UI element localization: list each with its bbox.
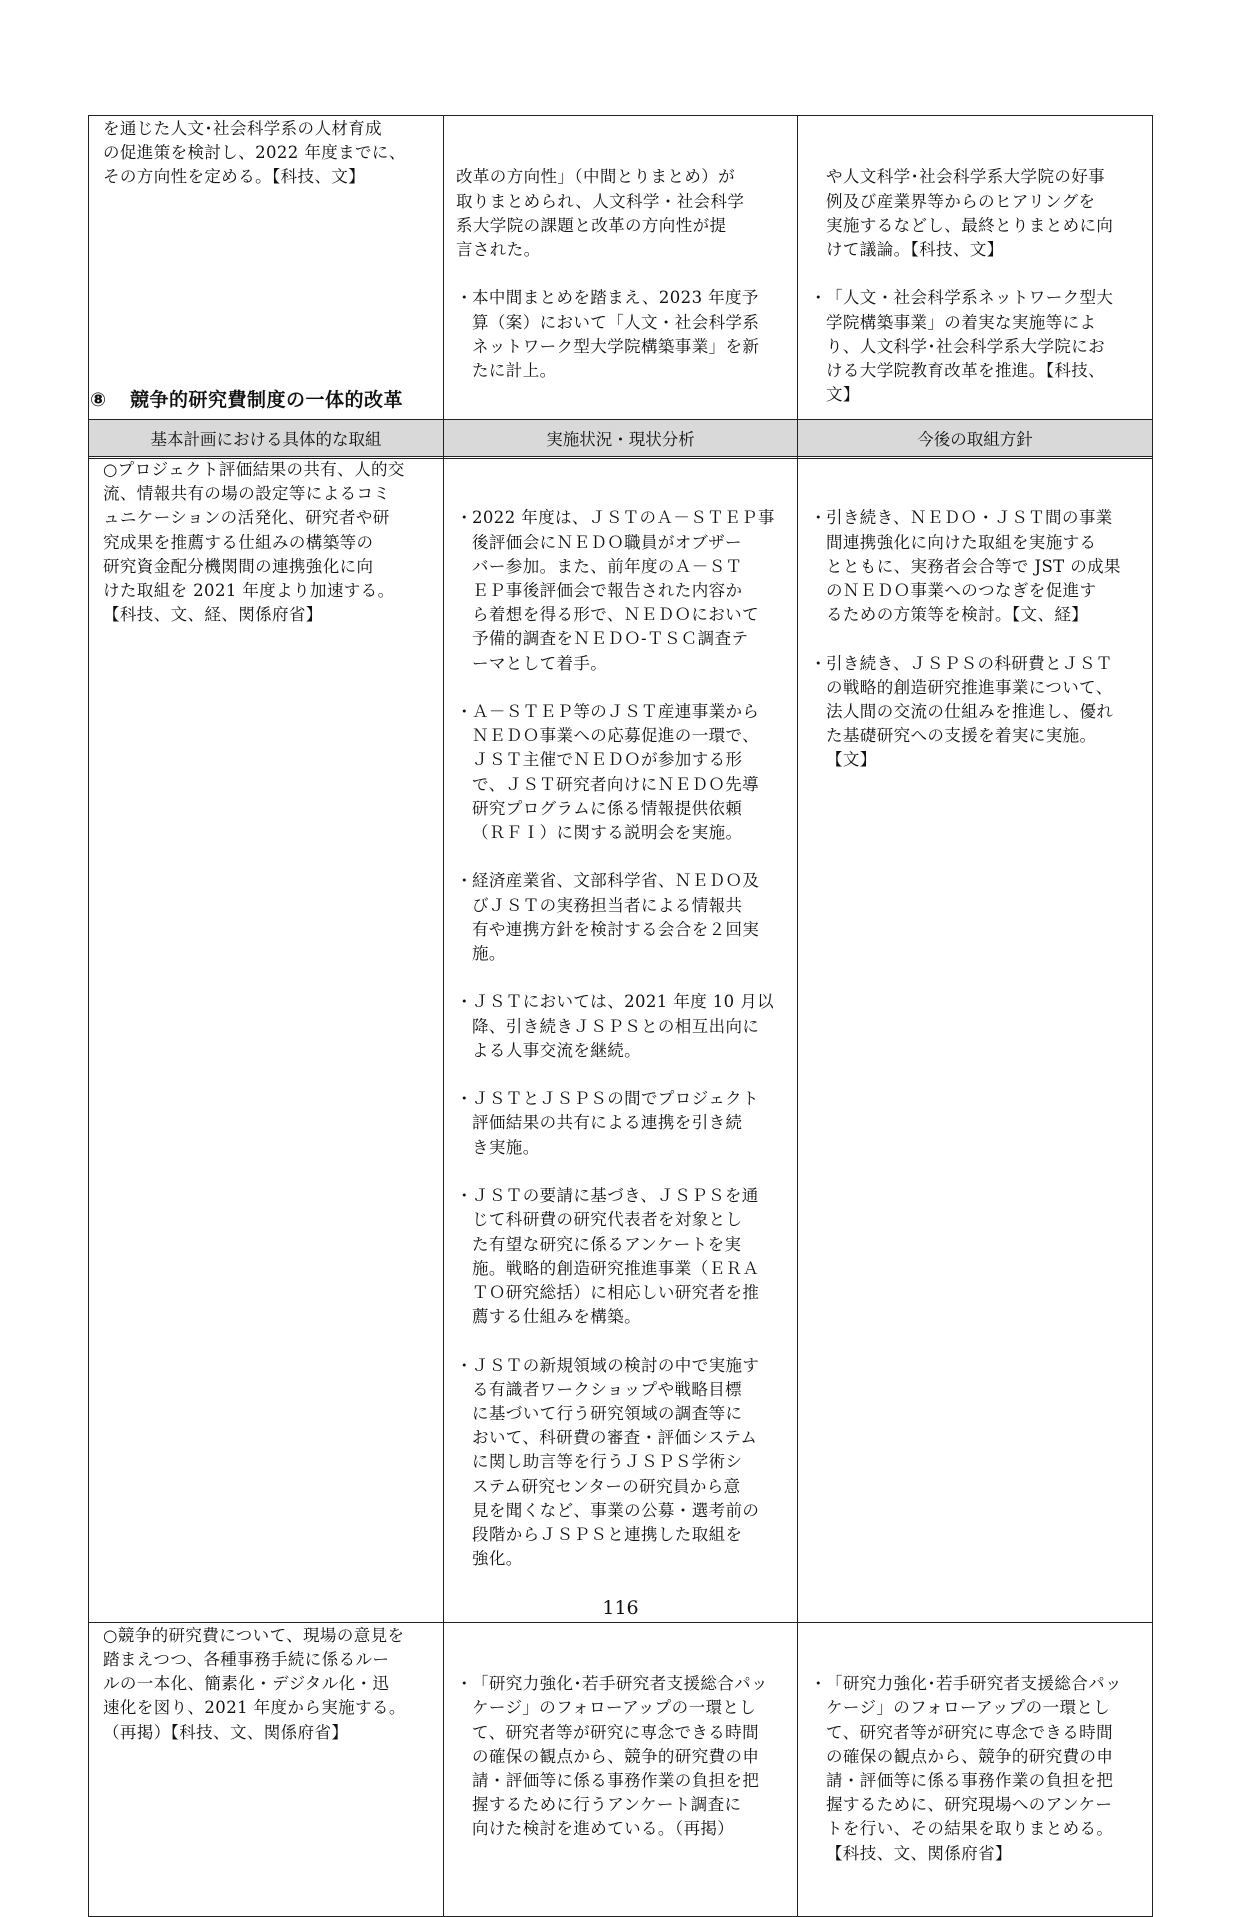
- policy-cell: [798, 116, 1153, 459]
- bullet-mark: ・: [456, 1355, 473, 1375]
- bullet-mark: ・: [456, 508, 473, 528]
- policy-cell: [798, 457, 1153, 1623]
- status-cell: [444, 457, 798, 1623]
- plan-cell: ○競争的研究費について、現場の意見を 踏まえつつ、各種事務手続に係るルー ルの一本化、簡素化・デジタル化・迅 速化を図り、2021 年度から実施する。 （再掲）【科技、文、関係府省】: [89, 1622, 444, 1916]
- bullet-mark: ・: [810, 508, 827, 528]
- bullet-mark: ・: [456, 1186, 473, 1206]
- table-row: [89, 1622, 1153, 1916]
- bullet-mark: ・: [810, 1674, 827, 1694]
- page-number: 116: [602, 1597, 639, 1619]
- list-item: ・ ＪＳＴの新規領域の検討の中で実施す る有識者ワークショップや戦略目標 に基づいて行う研究領域の調査等に おいて、科研費の審査・評価システム に関し助言等を行うＪＳＰＳ学術シ ステム研究センターの研究員から意 見を聞くなど、事業の公募・選考前の 段階からＪＳＰＳと連携した取組を 強化。: [456, 1355, 760, 1569]
- list-item: ・ 本中間まとめを踏まえ、2023 年度予 算（案）において「人文・社会科学系 ネットワーク型大学院構築事業」を新 たに計上。: [456, 288, 760, 381]
- column-header-policy: 今後の取組方針: [798, 420, 1153, 457]
- plan-cell: ○プロジェクト評価結果の共有、人的交 流、情報共有の場の設定等によるコミ ュニケーションの活発化、研究者や研 究成果を推薦する仕組みの構築等の 研究資金配分機関間の連携強化に向 けた取組を 2021 年度より加速する。 【科技、文、経、関係府省】: [89, 457, 444, 1623]
- column-header-plan: 基本計画における具体的な取組: [89, 420, 444, 457]
- bullet-mark: ・: [456, 702, 473, 722]
- table-header-row: [89, 420, 1153, 457]
- bullet-mark: ・: [456, 871, 473, 891]
- status-list: [456, 1648, 785, 1866]
- list-item: ・ Ａ－ＳＴＥＰ等のＪＳＴ産連事業から ＮＥＤＯ事業への応募促進の一環で、 ＪＳＴ主催でＮＥＤＯが参加する形 で、ＪＳＴ研究者向けにＮＥＤＯ先導 研究プログラムに係る情報提供依頼 （ＲＦＩ）に関する説明会を実施。: [456, 702, 760, 843]
- section-number: ⑧: [90, 389, 107, 411]
- list-item: ・ 2022 年度は、ＪＳＴのＡ－ＳＴＥＰ事 後評価会にＮＥＤＯ職員がオブザー バー参加。また、前年度のＡ－ＳＴ ＥＰ事後評価会で報告された内容か ら着想を得る形で、ＮＥＤＯにおいて 予備的調査をＮＥＤＯ-ＴＳＣ調査テ ーマとして着手。: [456, 508, 775, 673]
- status-list: [456, 482, 785, 1595]
- list-item: ・ 経済産業省、文部科学省、ＮＥＤＯ及 びＪＳＴの実務担当者による情報共 有や連携方針を検討する会合を２回実 施。: [456, 871, 760, 964]
- bullet-mark: ・: [456, 288, 473, 308]
- policy-list: [810, 482, 1140, 797]
- bullet-mark: ・: [456, 992, 473, 1012]
- status-cell: [444, 116, 798, 459]
- bullet-mark: ・: [456, 1674, 473, 1694]
- policy-list: [810, 141, 1140, 431]
- list-item: ・ 引き続き、ＮＥＤＯ・ＪＳＴ間の事業 間連携強化に向けた取組を実施する とともに、実務者会合等で JST の成果 のＮＥＤＯ事業へのつなぎを促進す るための方策等を検討。【文、経】: [810, 508, 1121, 625]
- list-item: ・ ＪＳＴとＪＳＰＳの間でプロジェクト 評価結果の共有による連携を引き続 き実施。: [456, 1089, 759, 1157]
- list-item: や人文科学･社会科学系大学院の好事 例及び産業界等からのヒアリングを 実施するなどし、最終とりまとめに向 けて議論。【科技、文】: [826, 167, 1114, 260]
- reform-table: [88, 419, 1153, 1917]
- list-item: 改革の方向性」（中間とりまとめ）が 取りまとめられ、人文科学・社会科学 系大学院の課題と改革の方向性が提 言された。: [456, 167, 745, 260]
- policy-list: [810, 1648, 1140, 1890]
- table-row: [89, 457, 1153, 1623]
- list-item: ・ ＪＳＴの要請に基づき、ＪＳＰＳを通 じて科研費の研究代表者を対象とし た有望な研究に係るアンケートを実 施。戦略的創造研究推進事業（ＥＲＡ ＴＯ研究総括）に相応しい研究者を推 薦する仕組みを構築。: [456, 1186, 760, 1327]
- list-item: ・ 「人文・社会科学系ネットワーク型大 学院構築事業」の着実な実施等によ り、人文科学･社会科学系大学院にお ける大学院教育改革を推進。【科技、 文】: [810, 288, 1114, 405]
- column-header-status: 実施状況・現状分析: [444, 420, 798, 457]
- bullet-mark: ・: [456, 1089, 473, 1109]
- policy-cell: [798, 1622, 1153, 1916]
- list-item: ・ 「研究力強化･若手研究者支援総合パッ ケージ」のフォローアップの一環とし て、研究者等が研究に専念できる時間 の確保の観点から、競争的研究費の申 請・評価等に係る事務作業の負担を把 握するために、研究現場へのアンケー トを行い、その結果を取りまとめる。 【科技、文、関係府省】: [810, 1674, 1122, 1863]
- bullet-mark: ・: [810, 288, 827, 308]
- section-heading: [90, 385, 403, 412]
- plan-cell: を通じた人文･社会科学系の人材育成 の促進策を検討し、2022 年度までに、 その方向性を定める。【科技、文】: [89, 116, 444, 459]
- list-item: ・ ＪＳＴにおいては、2021 年度 10 月以 降、引き続きＪＳＰＳとの相互出向に よる人事交流を継続。: [456, 992, 775, 1060]
- list-item: ・ 引き続き、ＪＳＰＳの科研費とＪＳＴ の戦略的創造研究推進事業について、 法人間の交流の仕組みを推進し、優れ た基礎研究への支援を着実に実施。 【文】: [810, 653, 1114, 770]
- status-list: [456, 141, 785, 407]
- bullet-mark: ・: [810, 653, 827, 673]
- status-cell: [444, 1622, 798, 1916]
- section-title-text: 競争的研究費制度の一体的改革: [130, 389, 404, 411]
- list-item: ・ 「研究力強化･若手研究者支援総合パッ ケージ」のフォローアップの一環とし て、研究者等が研究に専念できる時間 の確保の観点から、競争的研究費の申 請・評価等に係る事務作業の負担を把 握するために行うアンケート調査に 向けた検討を進めている。（再掲）: [456, 1674, 768, 1839]
